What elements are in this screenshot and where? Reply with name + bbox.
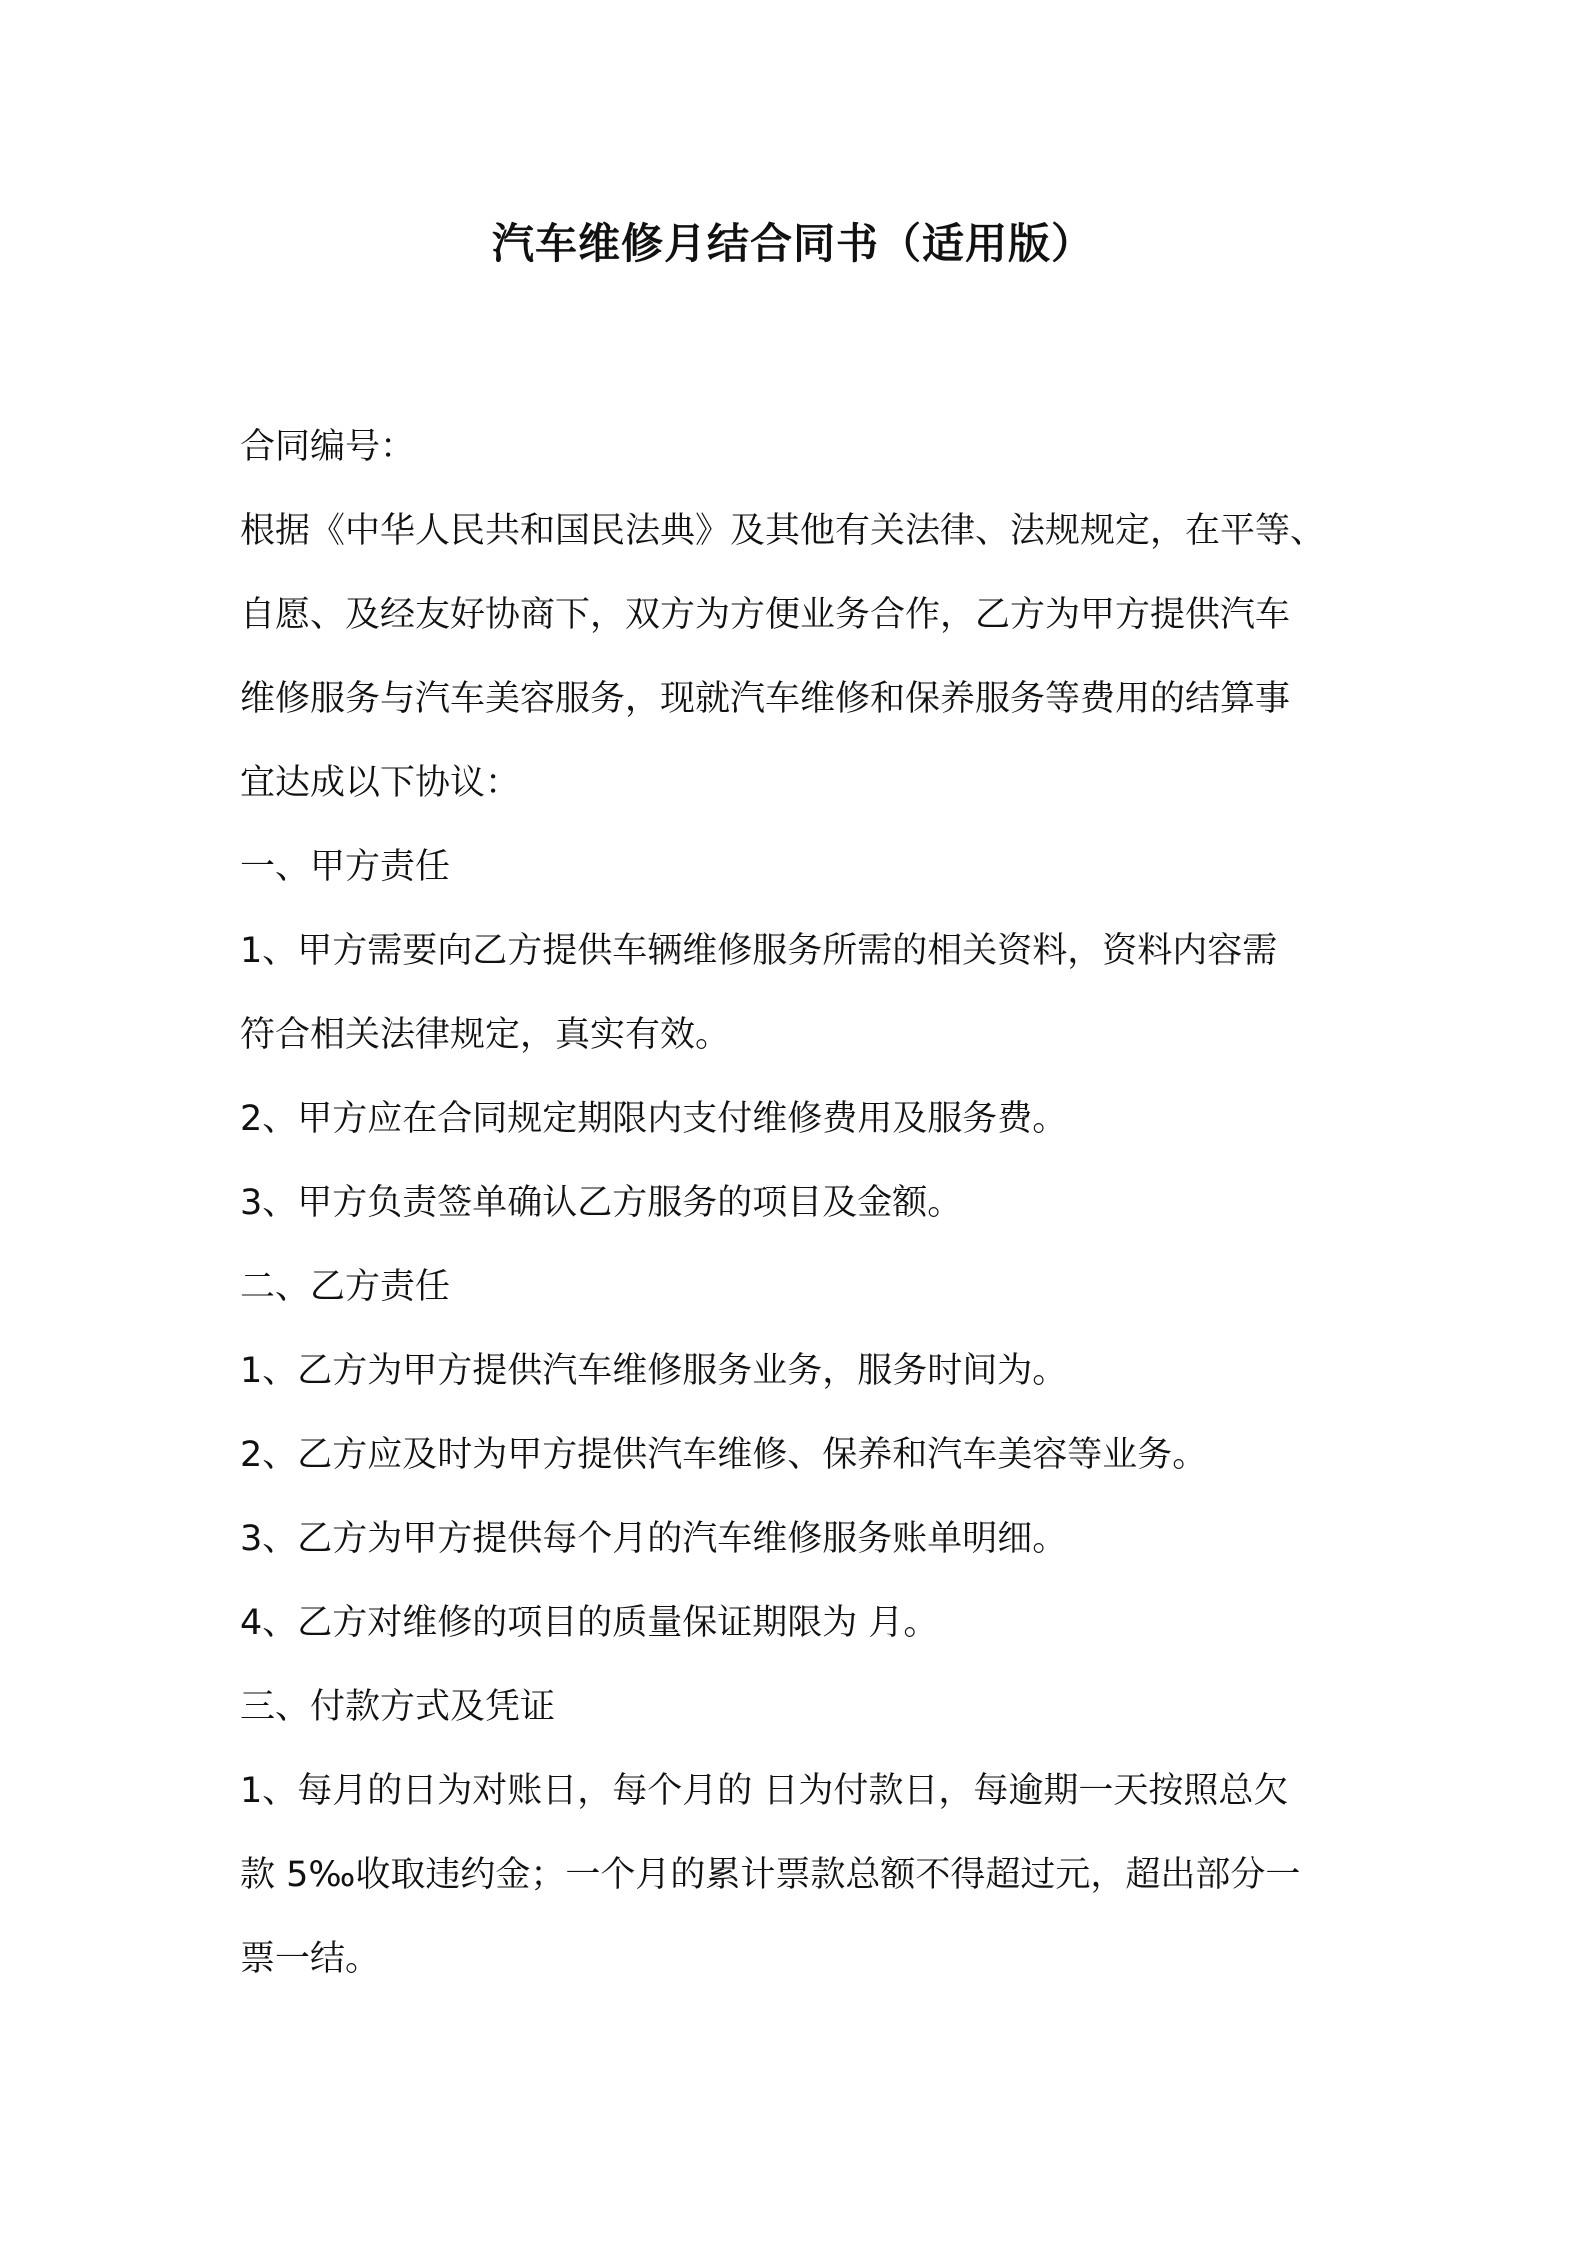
document-title: 汽车维修月结合同书（适用版） xyxy=(491,219,1094,268)
clause-line: 1、甲方需要向乙方提供车辆维修服务所需的相关资料，资料内容需 xyxy=(240,931,1278,971)
section-heading-party-a: 一、甲方责任 xyxy=(240,847,451,887)
preamble-line: 根据《中华人民共和国民法典》及其他有关法律、法规规定，在平等、 xyxy=(240,511,1326,551)
preamble-line: 宜达成以下协议： xyxy=(240,763,521,803)
preamble-line: 维修服务与汽车美容服务，现就汽车维修和保养服务等费用的结算事 xyxy=(240,679,1291,719)
clause-line: 4、乙方对维修的项目的质量保证期限为 月。 xyxy=(240,1603,939,1643)
clause-line: 票一结。 xyxy=(240,1939,381,1979)
section-heading-party-b: 二、乙方责任 xyxy=(240,1267,451,1307)
clause-line: 1、乙方为甲方提供汽车维修服务业务，服务时间为。 xyxy=(240,1351,1068,1391)
clause-line: 款 5‰收取违约金；一个月的累计票款总额不得超过元，超出部分一 xyxy=(240,1855,1301,1895)
document-body xyxy=(240,405,1355,2001)
clause-line: 2、甲方应在合同规定期限内支付维修费用及服务费。 xyxy=(240,1099,1068,1139)
clause-line: 3、乙方为甲方提供每个月的汽车维修服务账单明细。 xyxy=(240,1519,1068,1559)
clause-line: 1、每月的日为对账日，每个月的 日为付款日，每逾期一天按照总欠 xyxy=(240,1771,1289,1811)
clause-line: 2、乙方应及时为甲方提供汽车维修、保养和汽车美容等业务。 xyxy=(240,1435,1208,1475)
clause-line: 符合相关法律规定，真实有效。 xyxy=(240,1015,731,1055)
preamble-line: 自愿、及经友好协商下，双方为方便业务合作，乙方为甲方提供汽车 xyxy=(240,595,1291,635)
section-heading-payment: 三、付款方式及凭证 xyxy=(240,1687,556,1727)
clause-line: 3、甲方负责签单确认乙方服务的项目及金额。 xyxy=(240,1183,963,1223)
contract-number-label: 合同编号： xyxy=(240,427,416,467)
